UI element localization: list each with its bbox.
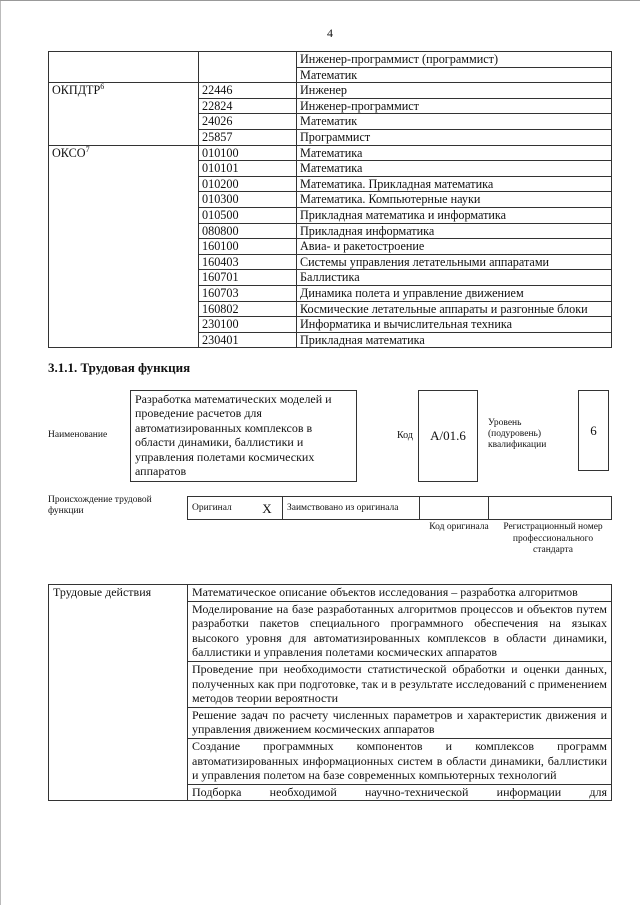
level-label: Уровень (подуровень) квалификации xyxy=(488,418,547,450)
occupation-name-cell: Математик xyxy=(297,114,612,130)
occupation-name-cell: Информатика и вычислительная техника xyxy=(297,317,612,333)
code-original-cell xyxy=(420,497,489,520)
origin-label: Происхождение трудовой функции xyxy=(48,495,152,516)
code-cell: 010101 xyxy=(199,161,297,177)
code-cell: 160701 xyxy=(199,270,297,286)
code-cell: 230401 xyxy=(199,332,297,348)
footnote-marker: 7 xyxy=(85,144,90,154)
classifier-cell xyxy=(49,83,199,145)
code-cell: 080800 xyxy=(199,223,297,239)
function-code-value: A/01.6 xyxy=(430,428,466,443)
occupation-name-cell: Математика xyxy=(297,145,612,161)
code-cell: 160100 xyxy=(199,239,297,255)
function-code-box xyxy=(418,390,478,482)
occupation-name-cell: Математика. Прикладная математика xyxy=(297,176,612,192)
code-cell: 010100 xyxy=(199,145,297,161)
occupation-name-cell: Математика. Компьютерные науки xyxy=(297,192,612,208)
name-label: Наименование xyxy=(48,430,108,440)
code-cell: 24026 xyxy=(199,114,297,130)
labor-action-item: Математическое описание объектов исследования – разработка алгоритмов xyxy=(188,585,612,602)
table-row xyxy=(49,145,612,161)
code-cell: 010300 xyxy=(199,192,297,208)
occupation-name-cell: Инженер xyxy=(297,83,612,99)
occupation-name-cell: Прикладная математика и информатика xyxy=(297,207,612,223)
table-row xyxy=(49,585,612,602)
page-edge-top xyxy=(0,0,640,1)
occupation-name-cell: Динамика полета и управление движением xyxy=(297,285,612,301)
labor-action-item: Решение задач по расчету численных параметров и характеристик движения и управления движением космических аппаратов xyxy=(188,707,612,738)
code-original-caption: Код оригинала xyxy=(429,522,489,532)
occupation-name-cell: Системы управления летательными аппаратами xyxy=(297,254,612,270)
classifier-cell xyxy=(49,52,199,83)
original-mark: X xyxy=(252,497,283,520)
labor-actions-table xyxy=(48,584,612,801)
classifier-codes-table xyxy=(48,51,612,348)
code-cell: 160802 xyxy=(199,301,297,317)
table-row xyxy=(49,52,612,68)
labor-action-item: Создание программных компонентов и комплексов программ автоматизированных информационных систем в области динамики, баллистики и управления полетом на базе современных компьютерных технологий xyxy=(188,738,612,784)
code-label: Код xyxy=(397,430,413,441)
occupation-name-cell: Прикладная информатика xyxy=(297,223,612,239)
original-label: Оригинал xyxy=(188,497,253,520)
code-cell: 230100 xyxy=(199,317,297,333)
section-title: 3.1.1. Трудовая функция xyxy=(48,360,191,375)
labor-action-item: Подборка необходимой научно-технической информации для xyxy=(188,784,612,801)
code-cell: 010200 xyxy=(199,176,297,192)
occupation-name-cell: Программист xyxy=(297,129,612,145)
page-edge xyxy=(0,0,1,905)
reg-number-cell xyxy=(489,497,612,520)
code-cell: 22446 xyxy=(199,83,297,99)
occupation-name-cell: Инженер-программист (программист) xyxy=(297,52,612,68)
occupation-name-cell: Математик xyxy=(297,67,612,83)
occupation-name-cell: Математика xyxy=(297,161,612,177)
labor-actions-label: Трудовые действия xyxy=(49,585,188,801)
classifier-cell xyxy=(49,145,199,348)
origin-table xyxy=(187,496,612,520)
occupation-name-cell: Авиа- и ракетостроение xyxy=(297,239,612,255)
classifier-name: ОКПДТР xyxy=(52,83,101,98)
code-cell xyxy=(199,52,297,83)
occupation-name-cell: Прикладная математика xyxy=(297,332,612,348)
labor-action-item: Проведение при необходимости статистической обработки и оценки данных, полученных как при подготовке, так и в результате исследований с применением методов теории вероятности xyxy=(188,661,612,707)
code-cell: 010500 xyxy=(199,207,297,223)
code-cell: 160403 xyxy=(199,254,297,270)
code-cell: 160703 xyxy=(199,285,297,301)
reg-number-caption: Регистрационный номер профессионального стандарта xyxy=(503,522,603,555)
occupation-name-cell: Баллистика xyxy=(297,270,612,286)
occupation-name-cell: Инженер-программист xyxy=(297,98,612,114)
borrowed-label: Заимствовано из оригинала xyxy=(283,497,420,520)
qualification-level-box xyxy=(578,390,609,471)
footnote-marker: 6 xyxy=(100,82,105,92)
table-row xyxy=(49,83,612,99)
function-name-box: Разработка математических моделей и проведение расчетов для автоматизированных комплексов в области динамики, баллистики и управления полетами космических аппаратов xyxy=(130,390,357,482)
code-cell: 22824 xyxy=(199,98,297,114)
labor-action-item: Моделирование на базе разработанных алгоритмов процессов и объектов путем разработки пакетов специального программного обеспечения на языках высокого уровня для автоматизированных комплексов в области динамики, баллистики и управления полетами космических аппаратов xyxy=(188,601,612,661)
qualification-level-value: 6 xyxy=(590,422,597,438)
occupation-name-cell: Космические летательные аппараты и разгонные блоки xyxy=(297,301,612,317)
code-cell: 25857 xyxy=(199,129,297,145)
page-number: 4 xyxy=(327,26,333,40)
classifier-name: ОКСО xyxy=(52,145,86,160)
